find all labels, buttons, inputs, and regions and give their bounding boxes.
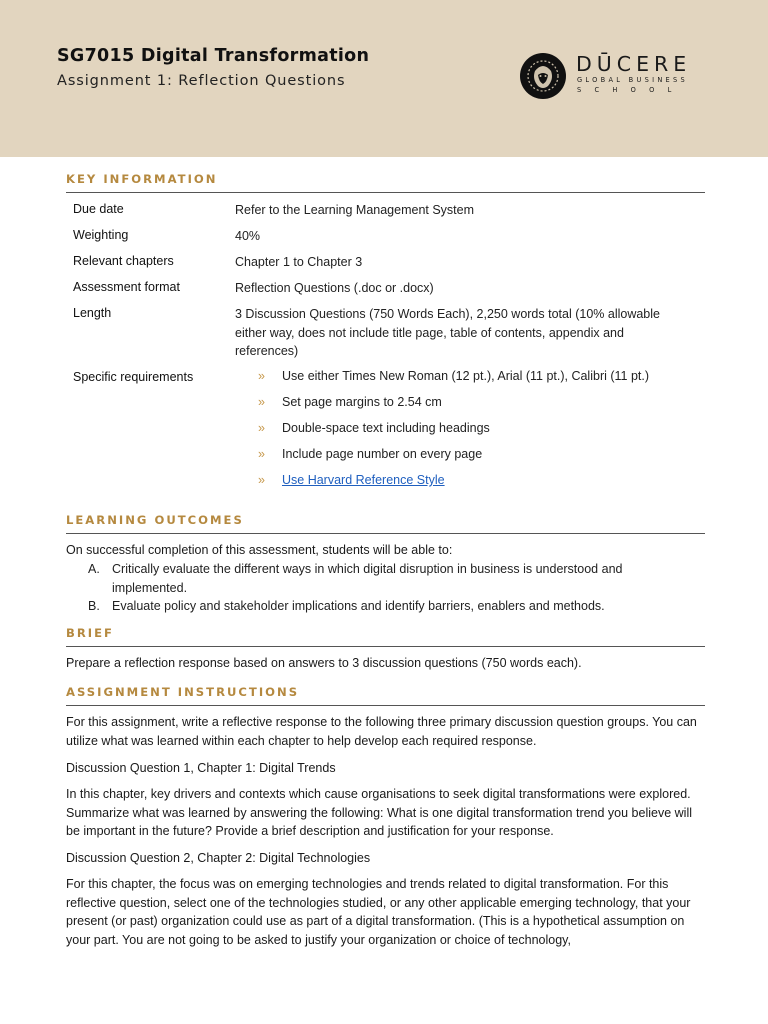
requirement-item-spacing — [258, 421, 490, 435]
course-title: SG7015 Digital Transformation — [57, 46, 370, 66]
assignment-instructions-heading: ASSIGNMENT INSTRUCTIONS — [66, 685, 705, 706]
logo-subtitle-line2: SCHOOL — [577, 86, 685, 94]
brief-text: Prepare a reflection response based on answers to 3 discussion questions (750 words each). — [66, 656, 582, 670]
question-2-title: Discussion Question 2, Chapter 2: Digital Technologies — [66, 851, 371, 865]
ki-value-due-date: Refer to the Learning Management System — [235, 203, 475, 217]
bullet-marker: » — [258, 447, 265, 461]
question-2-text: For this chapter, the focus was on emerging technologies and trends related to digital transformation. For this reflective question, select one of the technologies studied, or any other applicable emerging technology, that your present (or past) organization could use as part of a digital transformation. (This is a hypothetical assumption on your part. You are not going to be asked to justify your organization or choice of technology, — [66, 877, 691, 947]
harvard-reference-style-link[interactable]: Use Harvard Reference Style — [282, 473, 445, 487]
bullet-marker: » — [258, 473, 265, 487]
requirement-text: Use either Times New Roman (12 pt.), Arial (11 pt.), Calibri (11 pt.) — [282, 369, 650, 383]
learning-outcome-b — [88, 597, 648, 616]
school-logo — [520, 53, 720, 99]
logo-wordmark: DŪCERE — [576, 52, 692, 76]
learning-outcomes-intro: On successful completion of this assessment, students will be able to: — [66, 543, 453, 557]
header-band — [0, 0, 768, 157]
outcome-letter: A. — [88, 562, 100, 576]
ki-value-length: 3 Discussion Questions (750 Words Each), 2,250 words total (10% allowable either way, does not include title page, table of contents, appendix and references) — [235, 307, 660, 358]
ki-label-length: Length — [73, 306, 112, 320]
logo-subtitle-line1: GLOBAL BUSINESS — [577, 76, 688, 84]
requirement-item-harvard — [258, 473, 445, 487]
requirement-text: Include page number on every page — [282, 447, 483, 461]
outcome-text: Evaluate policy and stakeholder implications and identify barriers, enablers and methods. — [112, 599, 605, 613]
ki-value-weighting: 40% — [235, 229, 261, 243]
requirement-text: Double-space text including headings — [282, 421, 490, 435]
requirement-item-page-number — [258, 447, 482, 461]
learning-outcome-a — [88, 560, 648, 597]
bullet-marker: » — [258, 369, 265, 383]
question-1-text: In this chapter, key drivers and contexts which cause organisations to seek digital transformations were explored. Summarize what was learned by answering the following: What is one digital transformation trend you believe will be important in the future? Provide a brief description and justification for your response. — [66, 787, 693, 838]
key-information-heading: KEY INFORMATION — [66, 172, 705, 193]
ki-label-due-date: Due date — [73, 202, 124, 216]
outcome-letter: B. — [88, 599, 100, 613]
requirement-item-margins — [258, 395, 442, 409]
instructions-intro: For this assignment, write a reflective response to the following three primary discussion question groups. You can utilize what was learned within each chapter to help develop each required response. — [66, 715, 697, 748]
ki-label-relevant-chapters: Relevant chapters — [73, 254, 174, 268]
requirement-text: Set page margins to 2.54 cm — [282, 395, 442, 409]
ki-label-weighting: Weighting — [73, 228, 129, 242]
ki-value-relevant-chapters: Chapter 1 to Chapter 3 — [235, 255, 363, 269]
ki-value-assessment-format: Reflection Questions (.doc or .docx) — [235, 281, 434, 295]
assignment-title: Assignment 1: Reflection Questions — [57, 73, 346, 89]
requirement-item-font — [258, 369, 649, 383]
bullet-marker: » — [258, 395, 265, 409]
outcome-text: Critically evaluate the different ways in which digital disruption in business is understood and implemented. — [112, 562, 623, 595]
learning-outcomes-heading: LEARNING OUTCOMES — [66, 513, 705, 534]
lion-head-emblem-icon — [520, 53, 566, 99]
ki-label-specific-requirements: Specific requirements — [73, 370, 194, 384]
ki-label-assessment-format: Assessment format — [73, 280, 180, 294]
question-1-title: Discussion Question 1, Chapter 1: Digital Trends — [66, 761, 336, 775]
brief-heading: BRIEF — [66, 626, 705, 647]
bullet-marker: » — [258, 421, 265, 435]
